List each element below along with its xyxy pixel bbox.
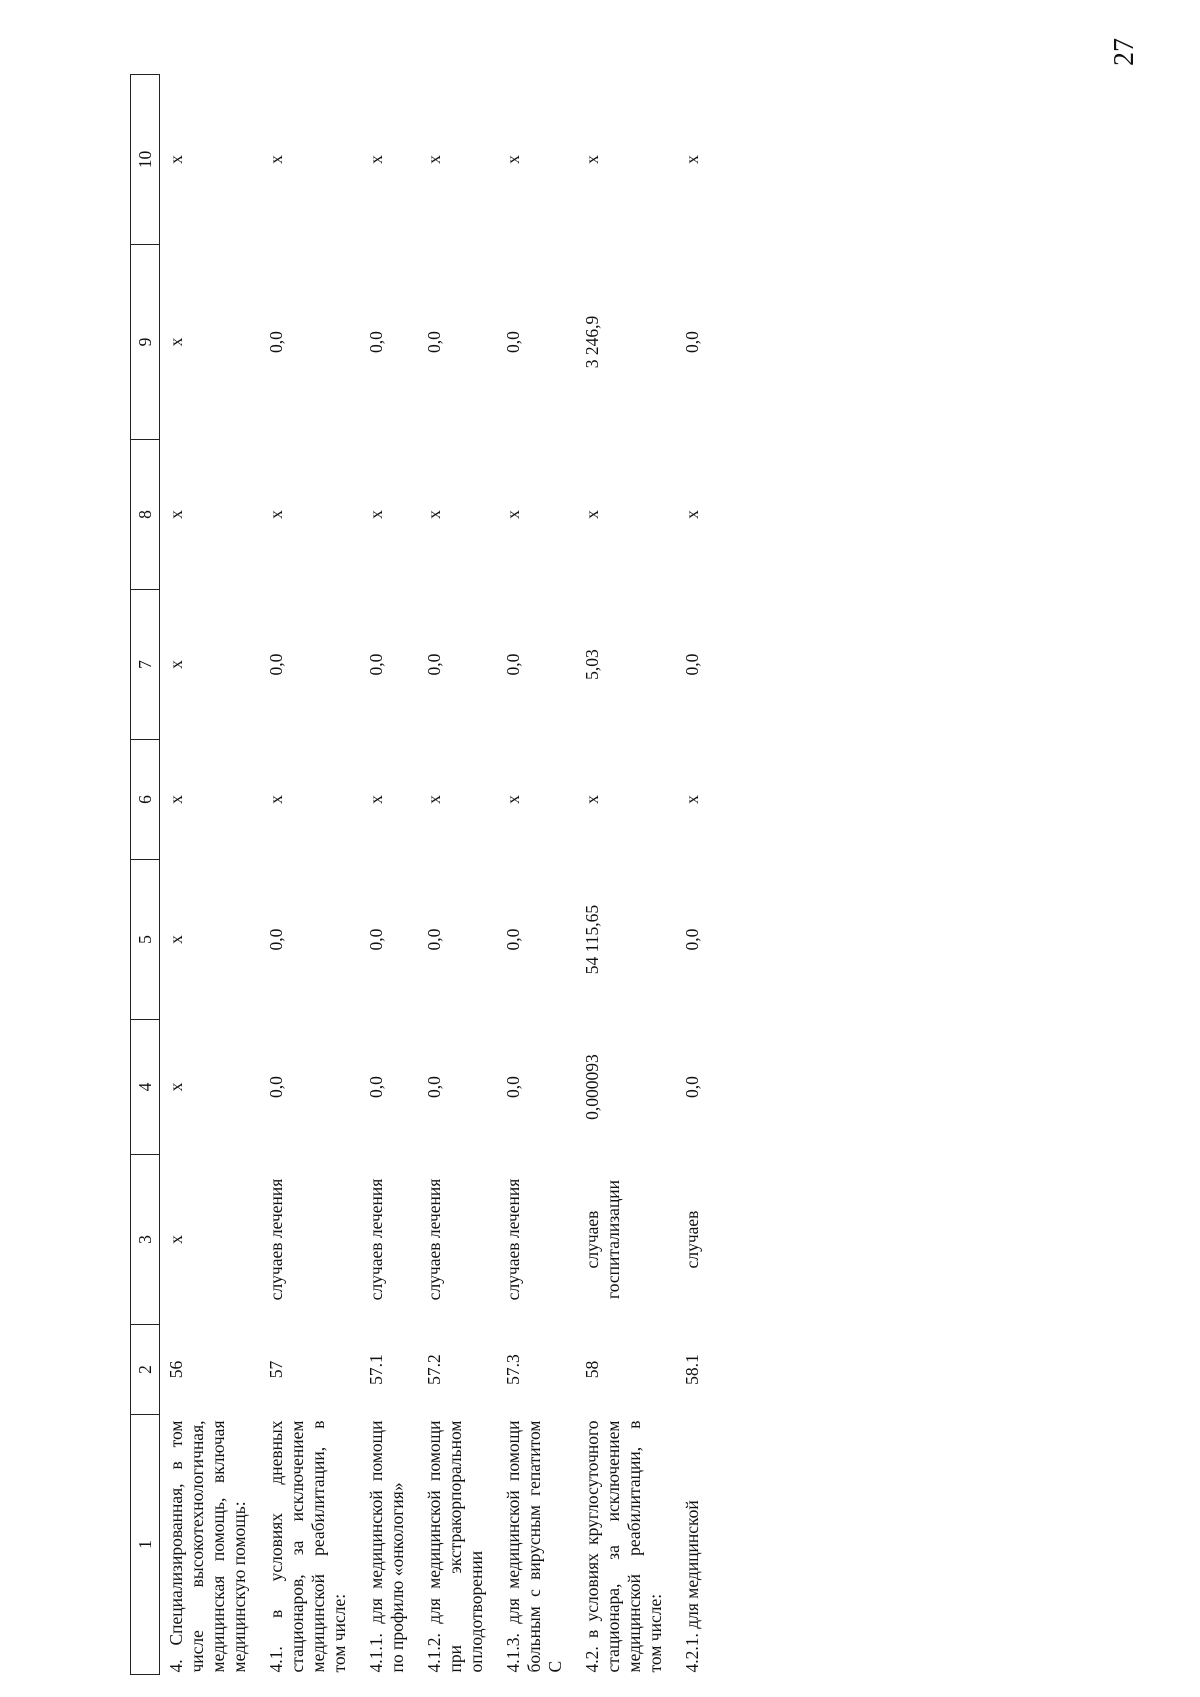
cell: х xyxy=(266,155,286,164)
data-table xyxy=(130,74,713,1675)
table-row xyxy=(360,75,418,1675)
cell: х xyxy=(424,155,444,164)
cell: 0,0 xyxy=(266,653,286,676)
cell: 0,0 xyxy=(503,331,523,353)
cell: х xyxy=(682,795,702,804)
header-row xyxy=(131,75,160,1675)
row-line-number: 56 xyxy=(166,1360,186,1379)
cell: 0,0 xyxy=(424,1076,444,1098)
cell: 0,0 xyxy=(503,653,523,676)
column-header: 3 xyxy=(131,1155,160,1325)
cell: 0,0 xyxy=(424,653,444,676)
cell: х xyxy=(166,660,186,669)
row-unit: случаев лечения xyxy=(366,1178,386,1301)
cell: 0,0 xyxy=(266,928,286,951)
cell: 0,0 xyxy=(366,1076,386,1098)
cell: х xyxy=(582,795,602,804)
column-header: 10 xyxy=(131,75,160,245)
column-header: 9 xyxy=(131,245,160,440)
row-line-number: 58 xyxy=(582,1360,602,1379)
column-header: 2 xyxy=(131,1325,160,1415)
cell: х xyxy=(266,510,286,519)
cell: 0,0 xyxy=(682,928,702,951)
page-number: 27 xyxy=(1109,38,1140,66)
row-unit: случаев xyxy=(682,1210,702,1269)
row-unit: случаев лечения xyxy=(266,1178,286,1301)
cell: х xyxy=(424,795,444,804)
row-line-number: 57 xyxy=(266,1360,286,1379)
row-unit: случаев лечения xyxy=(424,1178,444,1301)
row-name: 4. Специализированная, в том числе высокотехнологичная, медицинская помощь, включая медицинскую помощь: xyxy=(166,1420,249,1673)
cell: 54 115,65 xyxy=(582,904,602,975)
cell: х xyxy=(266,795,286,804)
cell: 0,0 xyxy=(682,653,702,676)
cell: 5,03 xyxy=(582,649,602,680)
cell: 0,0 xyxy=(682,1076,702,1098)
column-header: 4 xyxy=(131,1020,160,1155)
row-name: 4.1.3. для медицинской помощи больным с вирусным гепатитом С xyxy=(503,1420,565,1673)
cell: х xyxy=(503,510,523,519)
table-row xyxy=(260,75,360,1675)
cell: 0,0 xyxy=(424,928,444,951)
cell: 0,0 xyxy=(366,653,386,676)
cell: х xyxy=(682,155,702,164)
cell: 0,0 xyxy=(424,331,444,353)
cell: х xyxy=(166,510,186,519)
cell: х xyxy=(166,795,186,804)
table-row xyxy=(418,75,497,1675)
row-unit: случаев лечения xyxy=(503,1178,523,1301)
cell: 0,0 xyxy=(503,1076,523,1098)
column-header: 8 xyxy=(131,440,160,590)
cell: 0,0 xyxy=(266,331,286,353)
table-row xyxy=(676,75,713,1675)
cell: х xyxy=(366,155,386,164)
column-header: 1 xyxy=(131,1415,160,1675)
cell: х xyxy=(424,510,444,519)
cell: х xyxy=(682,510,702,519)
row-line-number: 57.3 xyxy=(503,1354,523,1385)
table-row xyxy=(497,75,576,1675)
cell: х xyxy=(166,1082,186,1092)
cell: 0,0 xyxy=(682,331,702,353)
cell: 0,0 xyxy=(366,331,386,353)
row-name: 4.1.1. для медицинской помощи по профилю «онкология» xyxy=(366,1420,407,1673)
cell: х xyxy=(503,795,523,804)
cell: 0,000093 xyxy=(582,1054,602,1120)
cell: 0,0 xyxy=(366,928,386,951)
cell: х xyxy=(366,795,386,804)
row-line-number: 57.2 xyxy=(424,1354,444,1385)
row-unit: х xyxy=(166,1235,186,1244)
row-name: 4.1. в условиях дневных стационаров, за исключением медицинской реабилитации, в том числе: xyxy=(266,1420,349,1673)
rotated-table-sheet xyxy=(130,75,1180,1675)
cell: х xyxy=(166,155,186,164)
table-row xyxy=(160,75,261,1675)
cell: 3 246,9 xyxy=(582,315,602,369)
cell: х xyxy=(166,337,186,347)
cell: х xyxy=(582,510,602,519)
cell: х xyxy=(166,935,186,944)
cell: х xyxy=(366,510,386,519)
row-name: 4.2. в условиях круглосуточного стационара, за исключением медицинской реабилитации, в том числе: xyxy=(582,1420,665,1673)
column-header: 6 xyxy=(131,740,160,860)
row-line-number: 57.1 xyxy=(366,1354,386,1385)
row-name: 4.1.2. для медицинской помощи при экстракорпоральном оплодотворении xyxy=(424,1420,486,1673)
cell: х xyxy=(503,155,523,164)
cell: х xyxy=(582,155,602,164)
row-unit: случаев госпитализации xyxy=(582,1179,623,1300)
row-line-number: 58.1 xyxy=(682,1354,702,1385)
cell: 0,0 xyxy=(503,928,523,951)
column-header: 5 xyxy=(131,860,160,1020)
table-row xyxy=(576,75,676,1675)
column-header: 7 xyxy=(131,590,160,740)
cell: 0,0 xyxy=(266,1076,286,1098)
row-name: 4.2.1. для медицинской xyxy=(682,1500,702,1673)
